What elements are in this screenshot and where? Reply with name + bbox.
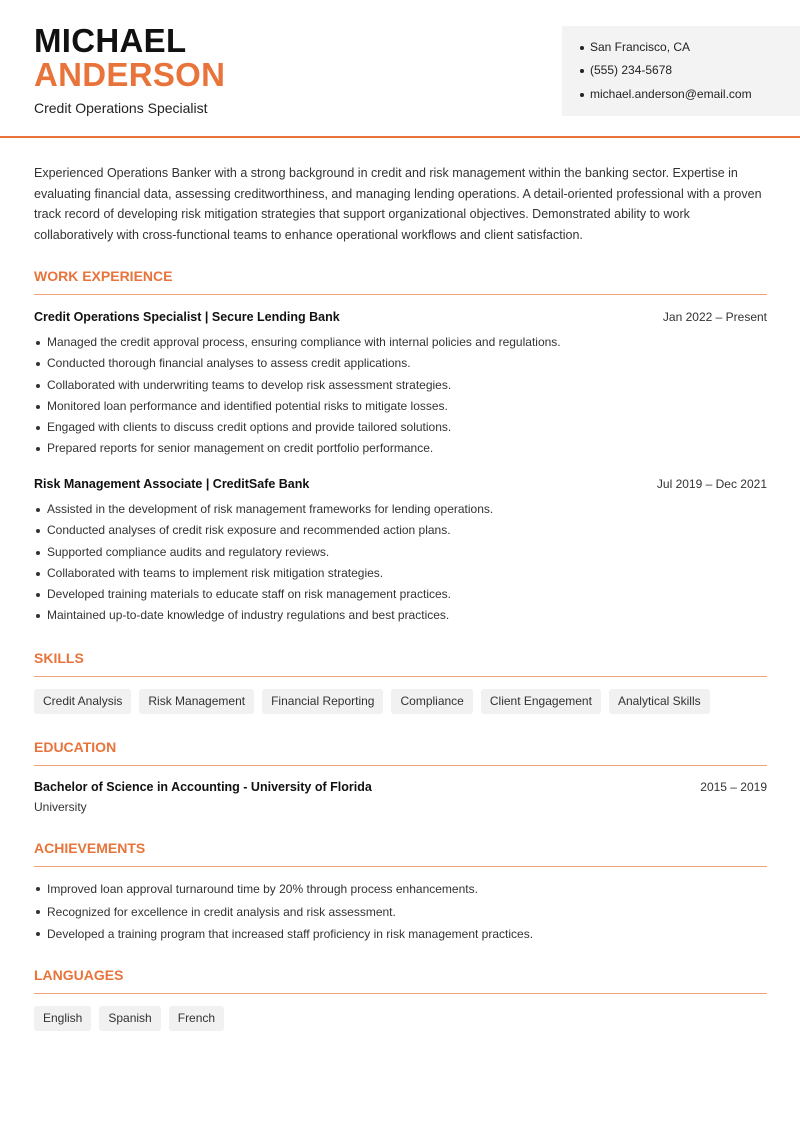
last-name: ANDERSON — [34, 56, 226, 93]
list-item: Recognized for excellence in credit analysis and risk assessment. — [34, 901, 764, 924]
contact-email[interactable]: michael.anderson@email.com — [580, 87, 752, 101]
list-item: Developed training materials to educate staff on risk management practices. — [34, 584, 764, 605]
job-dates: Jul 2019 – Dec 2021 — [656, 477, 767, 491]
resume-header — [0, 0, 800, 138]
job-title: Credit Operations Specialist — [34, 100, 208, 116]
skill-tag: Analytical Skills — [609, 689, 710, 714]
section-title-education: EDUCATION — [34, 739, 117, 755]
job-bullets — [34, 332, 764, 460]
skill-tag: Client Engagement — [481, 689, 601, 714]
list-item: Engaged with clients to discuss credit options and provide tailored solutions. — [34, 417, 764, 438]
section-title-work: WORK EXPERIENCE — [34, 268, 173, 284]
language-tags — [34, 1006, 224, 1031]
list-item: Collaborated with teams to implement risk mitigation strategies. — [34, 563, 764, 584]
list-item: Maintained up-to-date knowledge of industry regulations and best practices. — [34, 605, 764, 626]
skill-tag: Financial Reporting — [262, 689, 383, 714]
contact-box — [562, 26, 800, 116]
list-item: Assisted in the development of risk management frameworks for lending operations. — [34, 499, 764, 520]
section-divider — [34, 676, 767, 677]
list-item: Developed a training program that increased staff proficiency in risk management practices. — [34, 923, 764, 946]
list-item: Prepared reports for senior management on credit portfolio performance. — [34, 438, 764, 459]
language-tag: Spanish — [99, 1006, 160, 1031]
contact-phone: (555) 234-5678 — [580, 63, 672, 77]
skills-tags — [34, 689, 710, 714]
list-item: Supported compliance audits and regulatory reviews. — [34, 542, 764, 563]
job-bullets — [34, 499, 764, 627]
language-tag: English — [34, 1006, 91, 1031]
job-dates: Jan 2022 – Present — [662, 310, 767, 324]
list-item: Managed the credit approval process, ensuring compliance with internal policies and regulations. — [34, 332, 764, 353]
contact-location: San Francisco, CA — [580, 40, 690, 54]
section-divider — [34, 993, 767, 994]
skill-tag: Compliance — [391, 689, 472, 714]
job-heading: Risk Management Associate | CreditSafe Bank — [34, 477, 310, 491]
first-name: MICHAEL — [34, 22, 187, 59]
list-item: Improved loan approval turnaround time by 20% through process enhancements. — [34, 878, 764, 901]
achievement-bullets — [34, 878, 764, 946]
section-title-languages: LANGUAGES — [34, 967, 124, 983]
education-dates: 2015 – 2019 — [700, 780, 767, 794]
section-title-skills: SKILLS — [34, 650, 84, 666]
skill-tag: Credit Analysis — [34, 689, 131, 714]
list-item: Conducted analyses of credit risk exposure and recommended action plans. — [34, 520, 764, 541]
job-heading: Credit Operations Specialist | Secure Lending Bank — [34, 310, 340, 324]
list-item: Conducted thorough financial analyses to assess credit applications. — [34, 353, 764, 374]
skill-tag: Risk Management — [139, 689, 254, 714]
section-divider — [34, 866, 767, 867]
summary: Experienced Operations Banker with a strong background in credit and risk management within the banking sector. Expertise in evaluating financial data, assessing creditworthiness, and managing lending operations. A detail-oriented professional with a proven track record of developing risk mitigation strategies that support organizational objectives. Demonstrated ability to work collaboratively with cross-functional teams to enhance operational workflows and client satisfaction. — [34, 166, 762, 243]
section-title-achievements: ACHIEVEMENTS — [34, 840, 146, 856]
section-divider — [34, 294, 767, 295]
list-item: Collaborated with underwriting teams to develop risk assessment strategies. — [34, 375, 764, 396]
section-divider — [34, 765, 767, 766]
degree-heading: Bachelor of Science in Accounting - University of Florida — [34, 780, 372, 794]
list-item: Monitored loan performance and identified potential risks to mitigate losses. — [34, 396, 764, 417]
education-institution: University — [34, 800, 87, 814]
language-tag: French — [169, 1006, 224, 1031]
